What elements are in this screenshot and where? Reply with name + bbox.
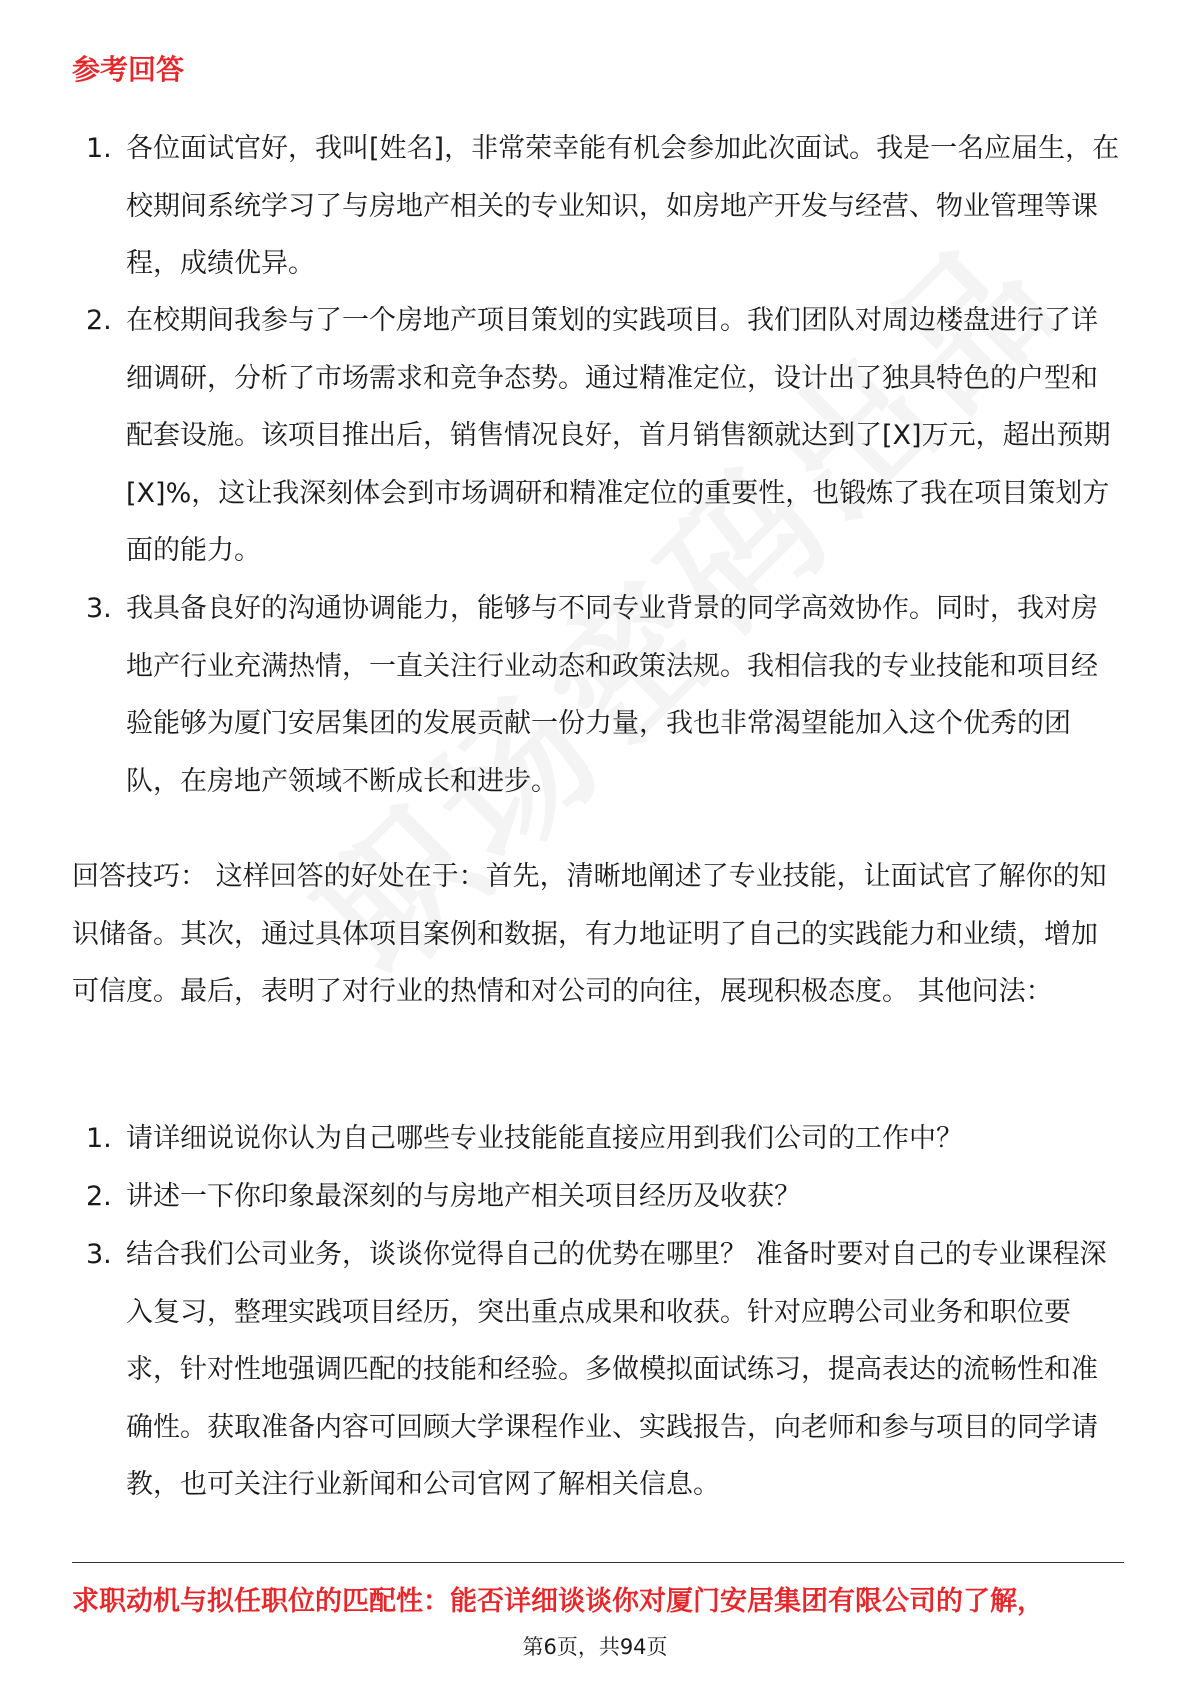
section-divider	[72, 1562, 1124, 1563]
page-number: 第6页，共94页	[522, 1635, 668, 1659]
next-question-heading: 求职动机与拟任职位的匹配性：能否详细谈谈你对厦门安居集团有限公司的了解，	[72, 1586, 1044, 1617]
list-item-number: 2.	[86, 1181, 112, 1212]
list-item-text: 各位面试官好，我叫[姓名]，非常荣幸能有机会参加此次面试。我是一名应届生，在校期间系统学习了与房地产相关的专业知识，如房地产开发与经营、物业管理等课程，成绩优异。	[126, 133, 1120, 279]
list-item-text: 在校期间我参与了一个房地产项目策划的实践项目。我们团队对周边楼盘进行了详细调研，分析了市场需求和竞争态势。通过精准定位，设计出了独具特色的户型和配套设施。该项目推出后，销售情况良好，首月销售额就达到了[X]万元，超出预期[X]%，这让我深刻体会到市场调研和精准定位的重要性，也锻炼了我在项目策划方面的能力。	[126, 305, 1111, 566]
list-item-text: 我具备良好的沟通协调能力，能够与不同专业背景的同学高效协作。同时，我对房地产行业充满热情，一直关注行业动态和政策法规。我相信我的专业技能和项目经验能够为厦门安居集团的发展贡献一份力量，我也非常渴望能加入这个优秀的团队，在房地产领域不断成长和进步。	[126, 593, 1098, 797]
section-title: 参考回答	[72, 53, 185, 86]
list-item-text: 结合我们公司业务，谈谈你觉得自己的优势在哪里？ 准备时要对自己的专业课程深入复习，整理实践项目经历，突出重点成果和收获。针对应聘公司业务和职位要求，针对性地强调匹配的技能和经验。多做模拟面试练习，提高表达的流畅性和准确性。获取准备内容可回顾大学课程作业、实践报告，向老师和参与项目的同学请教，也可关注行业新闻和公司官网了解相关信息。	[126, 1239, 1107, 1500]
answer-list	[72, 120, 1122, 810]
list-item	[72, 120, 1122, 292]
list-item-number: 3.	[86, 593, 112, 624]
list-item	[72, 580, 1122, 810]
list-item	[72, 292, 1122, 580]
list-item-number: 1.	[86, 133, 112, 164]
list-item-number: 3.	[86, 1239, 112, 1270]
answer-tip-paragraph: 回答技巧： 这样回答的好处在于：首先，清晰地阐述了专业技能，让面试官了解你的知识储备。其次，通过具体项目案例和数据，有力地证明了自己的实践能力和业绩，增加可信度。最后，表明了对行业的热情和对公司的向往，展现积极态度。 其他问法：	[72, 861, 1107, 1007]
list-item-number: 2.	[86, 305, 112, 336]
list-item-number: 1.	[86, 1123, 112, 1154]
list-item	[72, 1168, 1122, 1226]
list-item	[72, 1110, 1122, 1168]
other-questions-list	[72, 1110, 1122, 1500]
list-item-text: 讲述一下你印象最深刻的与房地产相关项目经历及收获？	[126, 1181, 801, 1212]
list-item	[72, 1226, 1122, 1500]
list-item-text: 请详细说说你认为自己哪些专业技能能直接应用到我们公司的工作中？	[126, 1123, 963, 1154]
